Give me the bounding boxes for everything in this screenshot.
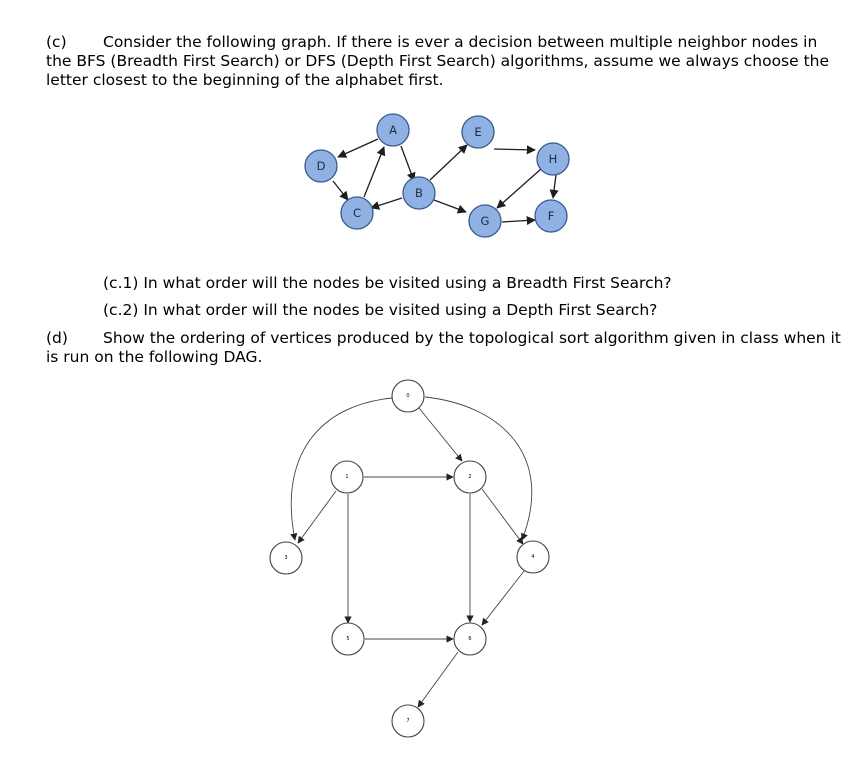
edge-b-g — [434, 200, 466, 212]
part-c-line-3: letter closest to the beginning of the alphabet first. — [46, 71, 444, 89]
edge-d-c — [333, 181, 348, 200]
part-c-line-2: the BFS (Breadth First Search) or DFS (Depth First Search) algorithms, assume we always choose the — [46, 52, 830, 70]
node-e-label: E — [474, 125, 482, 139]
edge-4-6 — [482, 571, 524, 625]
node-b-label: B — [415, 186, 423, 200]
node-h — [537, 143, 569, 175]
node-e — [462, 116, 494, 148]
dag-node-1 — [331, 461, 363, 493]
node-d — [305, 150, 337, 182]
edge-1-3 — [298, 491, 336, 543]
dag-node-3 — [270, 542, 302, 574]
part-c-line-1: Consider the following graph. If there is ever a decision between multiple neighbor nodes in — [103, 33, 818, 51]
edge-a-d — [338, 139, 378, 157]
edge-b-c — [371, 198, 402, 208]
dag-node-4-label: 4 — [531, 554, 535, 560]
node-c — [341, 197, 373, 229]
part-d-line-1: Show the ordering of vertices produced by the topological sort algorithm given in class when it — [103, 329, 841, 347]
node-f-label: F — [547, 209, 555, 223]
edge-b-e — [430, 145, 467, 180]
dag-node-7-label: 7 — [406, 718, 410, 724]
node-g — [469, 205, 501, 237]
dag-node-6 — [454, 623, 486, 655]
dag-node-2-label: 2 — [468, 474, 472, 480]
part-d-line-2: is run on the following DAG. — [46, 348, 263, 366]
dag-node-0-label: 0 — [406, 393, 410, 399]
dag-node-7 — [392, 705, 424, 737]
edge-a-b — [401, 146, 414, 181]
edge-c-a — [364, 147, 384, 197]
edge-g-f — [502, 220, 535, 222]
dag-node-2 — [454, 461, 486, 493]
edge-0-2 — [419, 408, 462, 461]
dag-node-6-label: 6 — [468, 636, 472, 642]
edge-e-h — [494, 149, 535, 150]
edge-2-4 — [482, 489, 523, 544]
dag-node-3-label: 3 — [284, 555, 288, 561]
edge-h-f — [553, 175, 556, 198]
dag-node-0 — [392, 380, 424, 412]
dag-node-1-label: 1 — [345, 474, 349, 480]
node-a-label: A — [389, 123, 397, 137]
node-a — [377, 114, 409, 146]
dag-node-5 — [332, 623, 364, 655]
edge-6-7 — [418, 652, 458, 707]
node-b — [403, 177, 435, 209]
part-d-label: (d) — [46, 329, 68, 347]
edge-h-g — [497, 169, 541, 208]
dag-node-5-label: 5 — [346, 636, 350, 642]
node-f — [535, 200, 567, 232]
node-d-label: D — [316, 159, 326, 173]
node-g-label: G — [480, 214, 490, 228]
node-c-label: C — [352, 206, 362, 220]
question-c1: (c.1) In what order will the nodes be visited using a Breadth First Search? — [103, 274, 672, 292]
question-c2: (c.2) In what order will the nodes be visited using a Depth First Search? — [103, 301, 658, 319]
part-c-label: (c) — [46, 33, 67, 51]
node-h-label: H — [548, 152, 558, 166]
dag-node-4 — [517, 541, 549, 573]
